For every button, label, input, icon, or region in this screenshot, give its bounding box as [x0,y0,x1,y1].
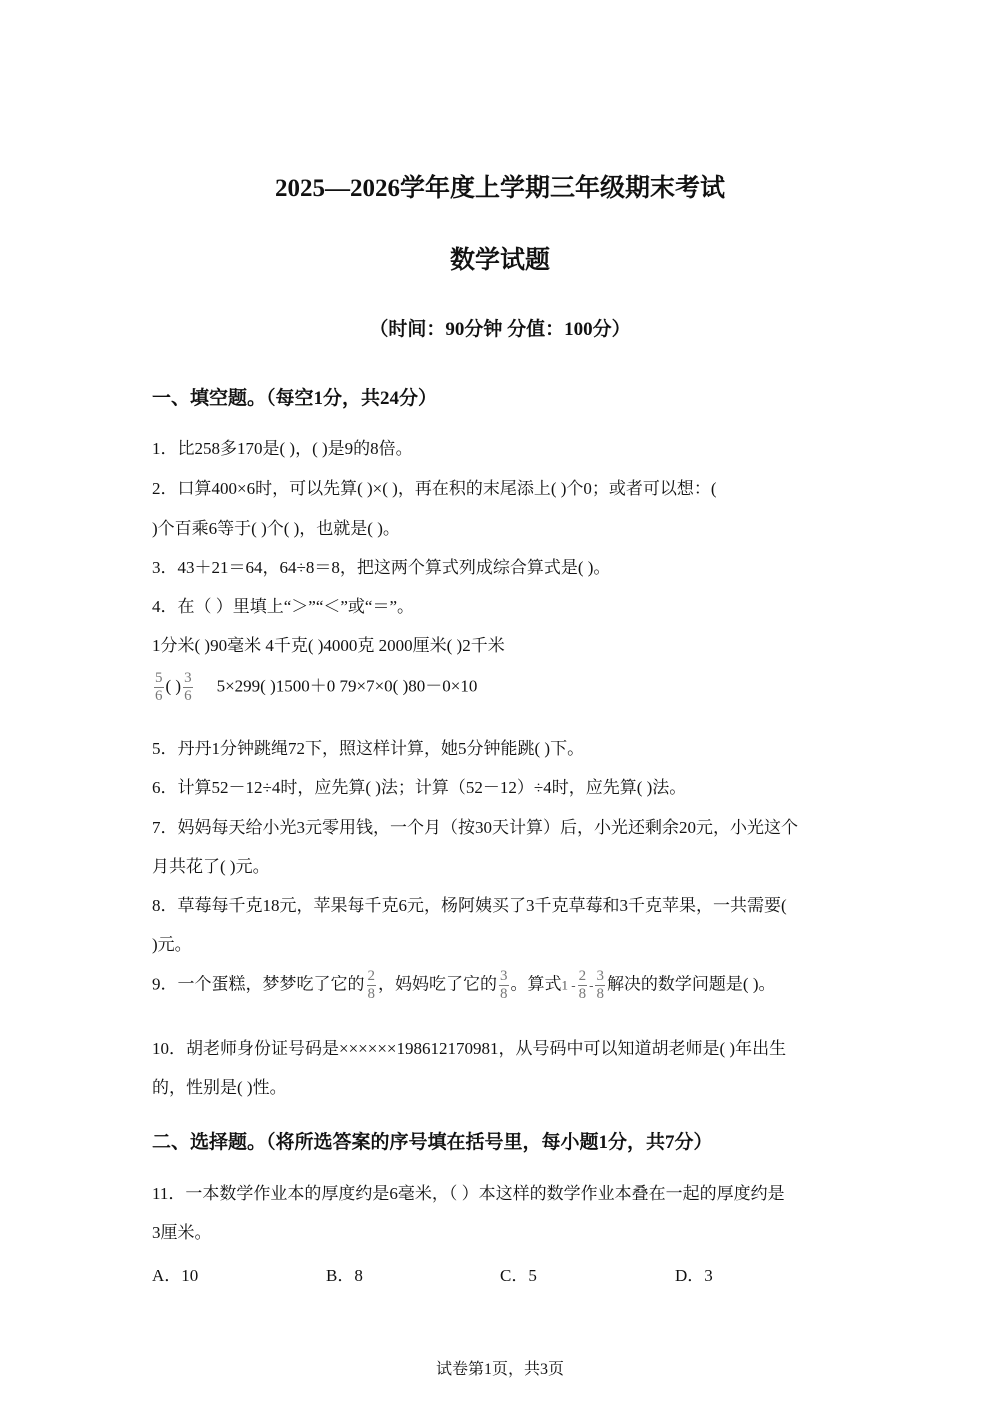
question-3: 3．43＋21＝64，64÷8＝8，把这两个算式列成综合算式是( )。 [152,558,611,577]
expression-fraction-three-eighths [595,968,605,1003]
question-4-line-2: 1分米( )90毫米 4千克( )4000克 2000厘米( )2千米 [152,636,505,655]
question-1: 1．比258多170是( )，( )是9的8倍。 [152,439,413,458]
section-heading-fill-in: 一、填空题。（每空1分，共24分） [152,388,438,409]
question-9-text-b: ，妈妈吃了它的 [378,974,497,994]
fraction-denominator: 8 [500,986,508,1002]
page-number: 试卷第1页，共3页 [435,1361,564,1378]
fraction-denominator: 8 [367,986,375,1002]
expression-fraction-two-eighths [578,968,588,1003]
fraction-denominator: 8 [596,986,604,1002]
question-10-line-2: 的，性别是( )性。 [152,1078,287,1097]
exam-meta: （时间：90分钟 分值：100分） [369,319,631,340]
expression-one-minus: 1 - [561,977,576,993]
question-2-line-2: )个百乘6等于( )个( )，也就是( )。 [152,519,400,538]
fraction-three-eighths [499,968,509,1003]
question-6: 6．计算52－12÷4时，应先算( )法；计算（52－12）÷4时，应先算( )法。 [152,778,687,797]
fraction-denominator: 6 [155,688,163,704]
exam-title: 2025—2026学年度上学期三年级期末考试 [274,175,725,202]
fraction-denominator: 8 [578,986,587,1002]
question-7-line-1: 7．妈妈每天给小光3元零用钱，一个月（按30天计算）后，小光还剩余20元，小光这个 [152,818,798,837]
comparison-expressions: 5×299( )1500＋0 79×7×0( )80－0×10 [216,676,478,696]
fraction-denominator: 6 [184,688,192,704]
option-d: D．3 [675,1266,713,1285]
question-9-text-c: 。算式 [510,974,562,994]
fraction-numerator: 2 [367,968,375,984]
option-c: C．5 [500,1266,537,1285]
question-5: 5．丹丹1分钟跳绳72下，照这样计算，她5分钟能跳( )下。 [152,739,585,758]
fraction-numerator: 3 [184,670,192,686]
option-a: A．10 [152,1266,199,1285]
question-4-line-3 [152,670,477,705]
question-2-line-1: 2．口算400×6时，可以先算( )×( )，再在积的末尾添上( )个0；或者可以想：( [152,479,717,498]
question-8-line-1: 8．草莓每千克18元，苹果每千克6元，杨阿姨买了3千克草莓和3千克苹果，一共需要( [152,896,787,915]
exam-subject: 数学试题 [449,247,550,274]
question-8-line-2: )元。 [152,935,192,954]
question-10-line-1: 10．胡老师身份证号码是××××××198612170981，从号码中可以知道胡老师是( )年出生 [152,1039,787,1058]
option-b: B．8 [326,1266,363,1285]
fraction-numerator: 2 [578,968,587,984]
question-9-text-a: 9．一个蛋糕，梦梦吃了它的 [152,974,365,994]
fraction-three-sixths [183,670,193,705]
fraction-numerator: 5 [155,670,163,686]
comparison-blank: ( ) [165,676,182,696]
question-11-line-2: 3厘米。 [152,1223,212,1242]
expression-minus: - [589,977,594,993]
fraction-two-eighths [367,968,377,1003]
question-11-line-1: 11．一本数学作业本的厚度约是6毫米，（ ）本这样的数学作业本叠在一起的厚度约是 [152,1184,785,1203]
question-9 [152,968,776,1003]
fraction-five-sixths [154,670,164,705]
section-heading-multiple-choice: 二、选择题。（将所选答案的序号填在括号里，每小题1分，共7分） [152,1132,713,1153]
question-4-line-1: 4．在（ ）里填上“＞”“＜”或“＝”。 [152,597,415,616]
fraction-numerator: 3 [596,968,604,984]
question-7-line-2: 月共花了( )元。 [152,857,270,876]
fraction-numerator: 3 [500,968,508,984]
question-9-text-d: 解决的数学问题是( )。 [606,974,776,994]
